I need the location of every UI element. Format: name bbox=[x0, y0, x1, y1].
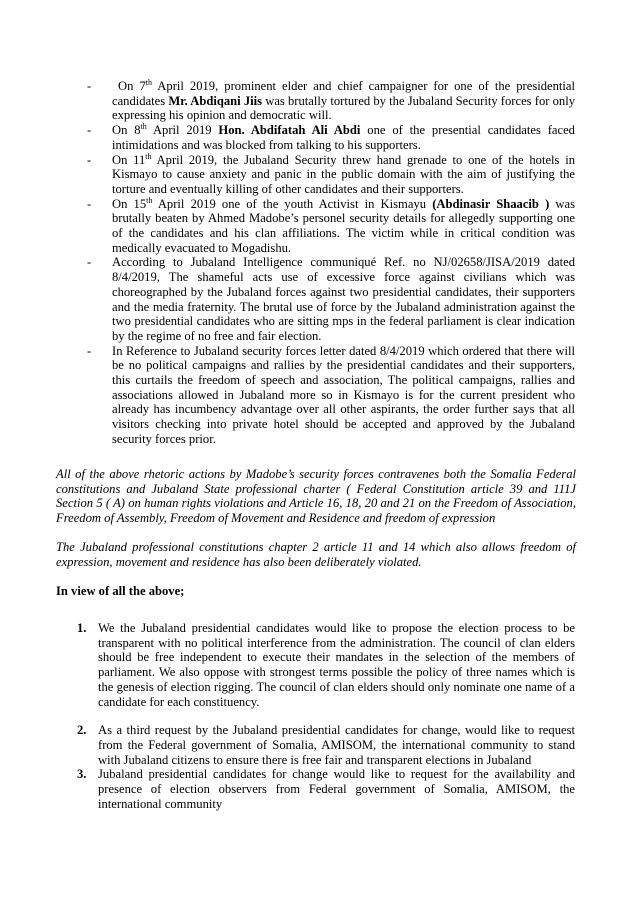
incident-bullet-list bbox=[87, 79, 575, 447]
request-item: 3. Jubaland presidential candidates for change would like to request for the availability and presence of election observers from Federal government of Somalia, AMISOM, the international community bbox=[77, 767, 575, 811]
request-number: 2. bbox=[77, 723, 87, 738]
request-item: 1. We the Jubaland presidential candidates would like to propose the election process to be transparent with no political interference from the administration. The council of clan elders should be free independent to execute their mandates in the selection of the members of parliament. We also oppose with strongest terms possible the policy of three names which is the genesis of election rigging. The council of clan elders should only nominate one name of a candidate for each constituency. bbox=[77, 621, 575, 709]
bullet-item: - On 11th April 2019, the Jubaland Security threw hand grenade to one of the hotels in Kismayo to cause anxiety and panic in the public domain with the aim of justifying the torture and eventually killing of other candidates and their supporters. bbox=[87, 151, 575, 196]
section-heading: In view of all the above; bbox=[56, 584, 185, 598]
bullet-item: - On 15th April 2019 one of the youth Activist in Kismayu (Abdinasir Shaacib ) was brutally beaten by Ahmed Madobe’s personel security details for allegedly supporting one of the candidates and his clan affiliations. The victim while in critical condition was medically evacuated to Mogadishu. bbox=[87, 195, 576, 255]
request-number: 1. bbox=[77, 621, 87, 635]
bullet-dash: - bbox=[87, 343, 92, 358]
bullet-item: - According to Jubaland Intelligence communiqué Ref. no NJ/02658/JISA/2019 dated 8/4/2019, The shameful acts use of excessive force against civilians which was choreographed by the Jubaland forces against two presidential candidates, their supporters and the media fraternity. The brutal use of force by the Jubaland administration against the two presidential candidates who are sitting mps in the federal parliament is clear indication by the regime of no free and fair election. bbox=[87, 255, 575, 343]
bullet-dash: - bbox=[87, 123, 92, 138]
requests-list bbox=[77, 621, 575, 811]
bullet-dash: - bbox=[87, 79, 92, 93]
request-number: 3. bbox=[77, 767, 87, 782]
italic-paragraph-constitution: All of the above rhetoric actions by Madobe’s security forces contravenes both the Somalia Federal constitutions and Jubaland State professional charter ( Federal Constitution article 39 and 111J Section 5 ( A) on human rights violations and Article 16, 18, 20 and 21 on the Freedom of Association, Freedom of Assembly, Freedom of Movement and Residence and freedom of expression bbox=[56, 467, 576, 526]
italic-paragraph-jubaland-charter: The Jubaland professional constitutions chapter 2 article 11 and 14 which also allows freedom of expression, movement and residence has also been deliberately violated. bbox=[56, 540, 576, 569]
bullet-dash: - bbox=[87, 196, 92, 211]
bullet-item: - On 7th April 2019, prominent elder and chief campaigner for one of the presidential candidates Mr. Abdiqani Jiis was brutally tortured by the Jubaland Security forces for only expressing his opinion and democratic will. bbox=[87, 77, 575, 123]
bullet-item: - On 8th April 2019 Hon. Abdifatah Ali Abdi one of the presential candidates faced intimidations and was blocked from talking to his supporters. bbox=[87, 121, 575, 152]
request-item: 2. As a third request by the Jubaland presidential candidates for change, would like to request from the Federal government of Somalia, AMISOM, the international community to stand with Jubaland citizens to ensure there is free fair and transparent elections in Jubaland bbox=[77, 723, 575, 767]
bullet-item: - In Reference to Jubaland security forces letter dated 8/4/2019 which ordered that there will be no political campaigns and rallies by the presidential candidates and their supporters, this curtails the freedom of speech and association, The political campaigns, rallies and associations allowed in Jubaland more so in Kismayo is for the current president who already has incumbency advantage over all other aspirants, the order further says that all visitors checking into private hotel should be accepted and approved by the Jubaland security forces prior. bbox=[87, 343, 575, 446]
list-spacer bbox=[77, 709, 575, 723]
bullet-dash: - bbox=[87, 152, 92, 167]
bullet-dash: - bbox=[87, 255, 92, 270]
